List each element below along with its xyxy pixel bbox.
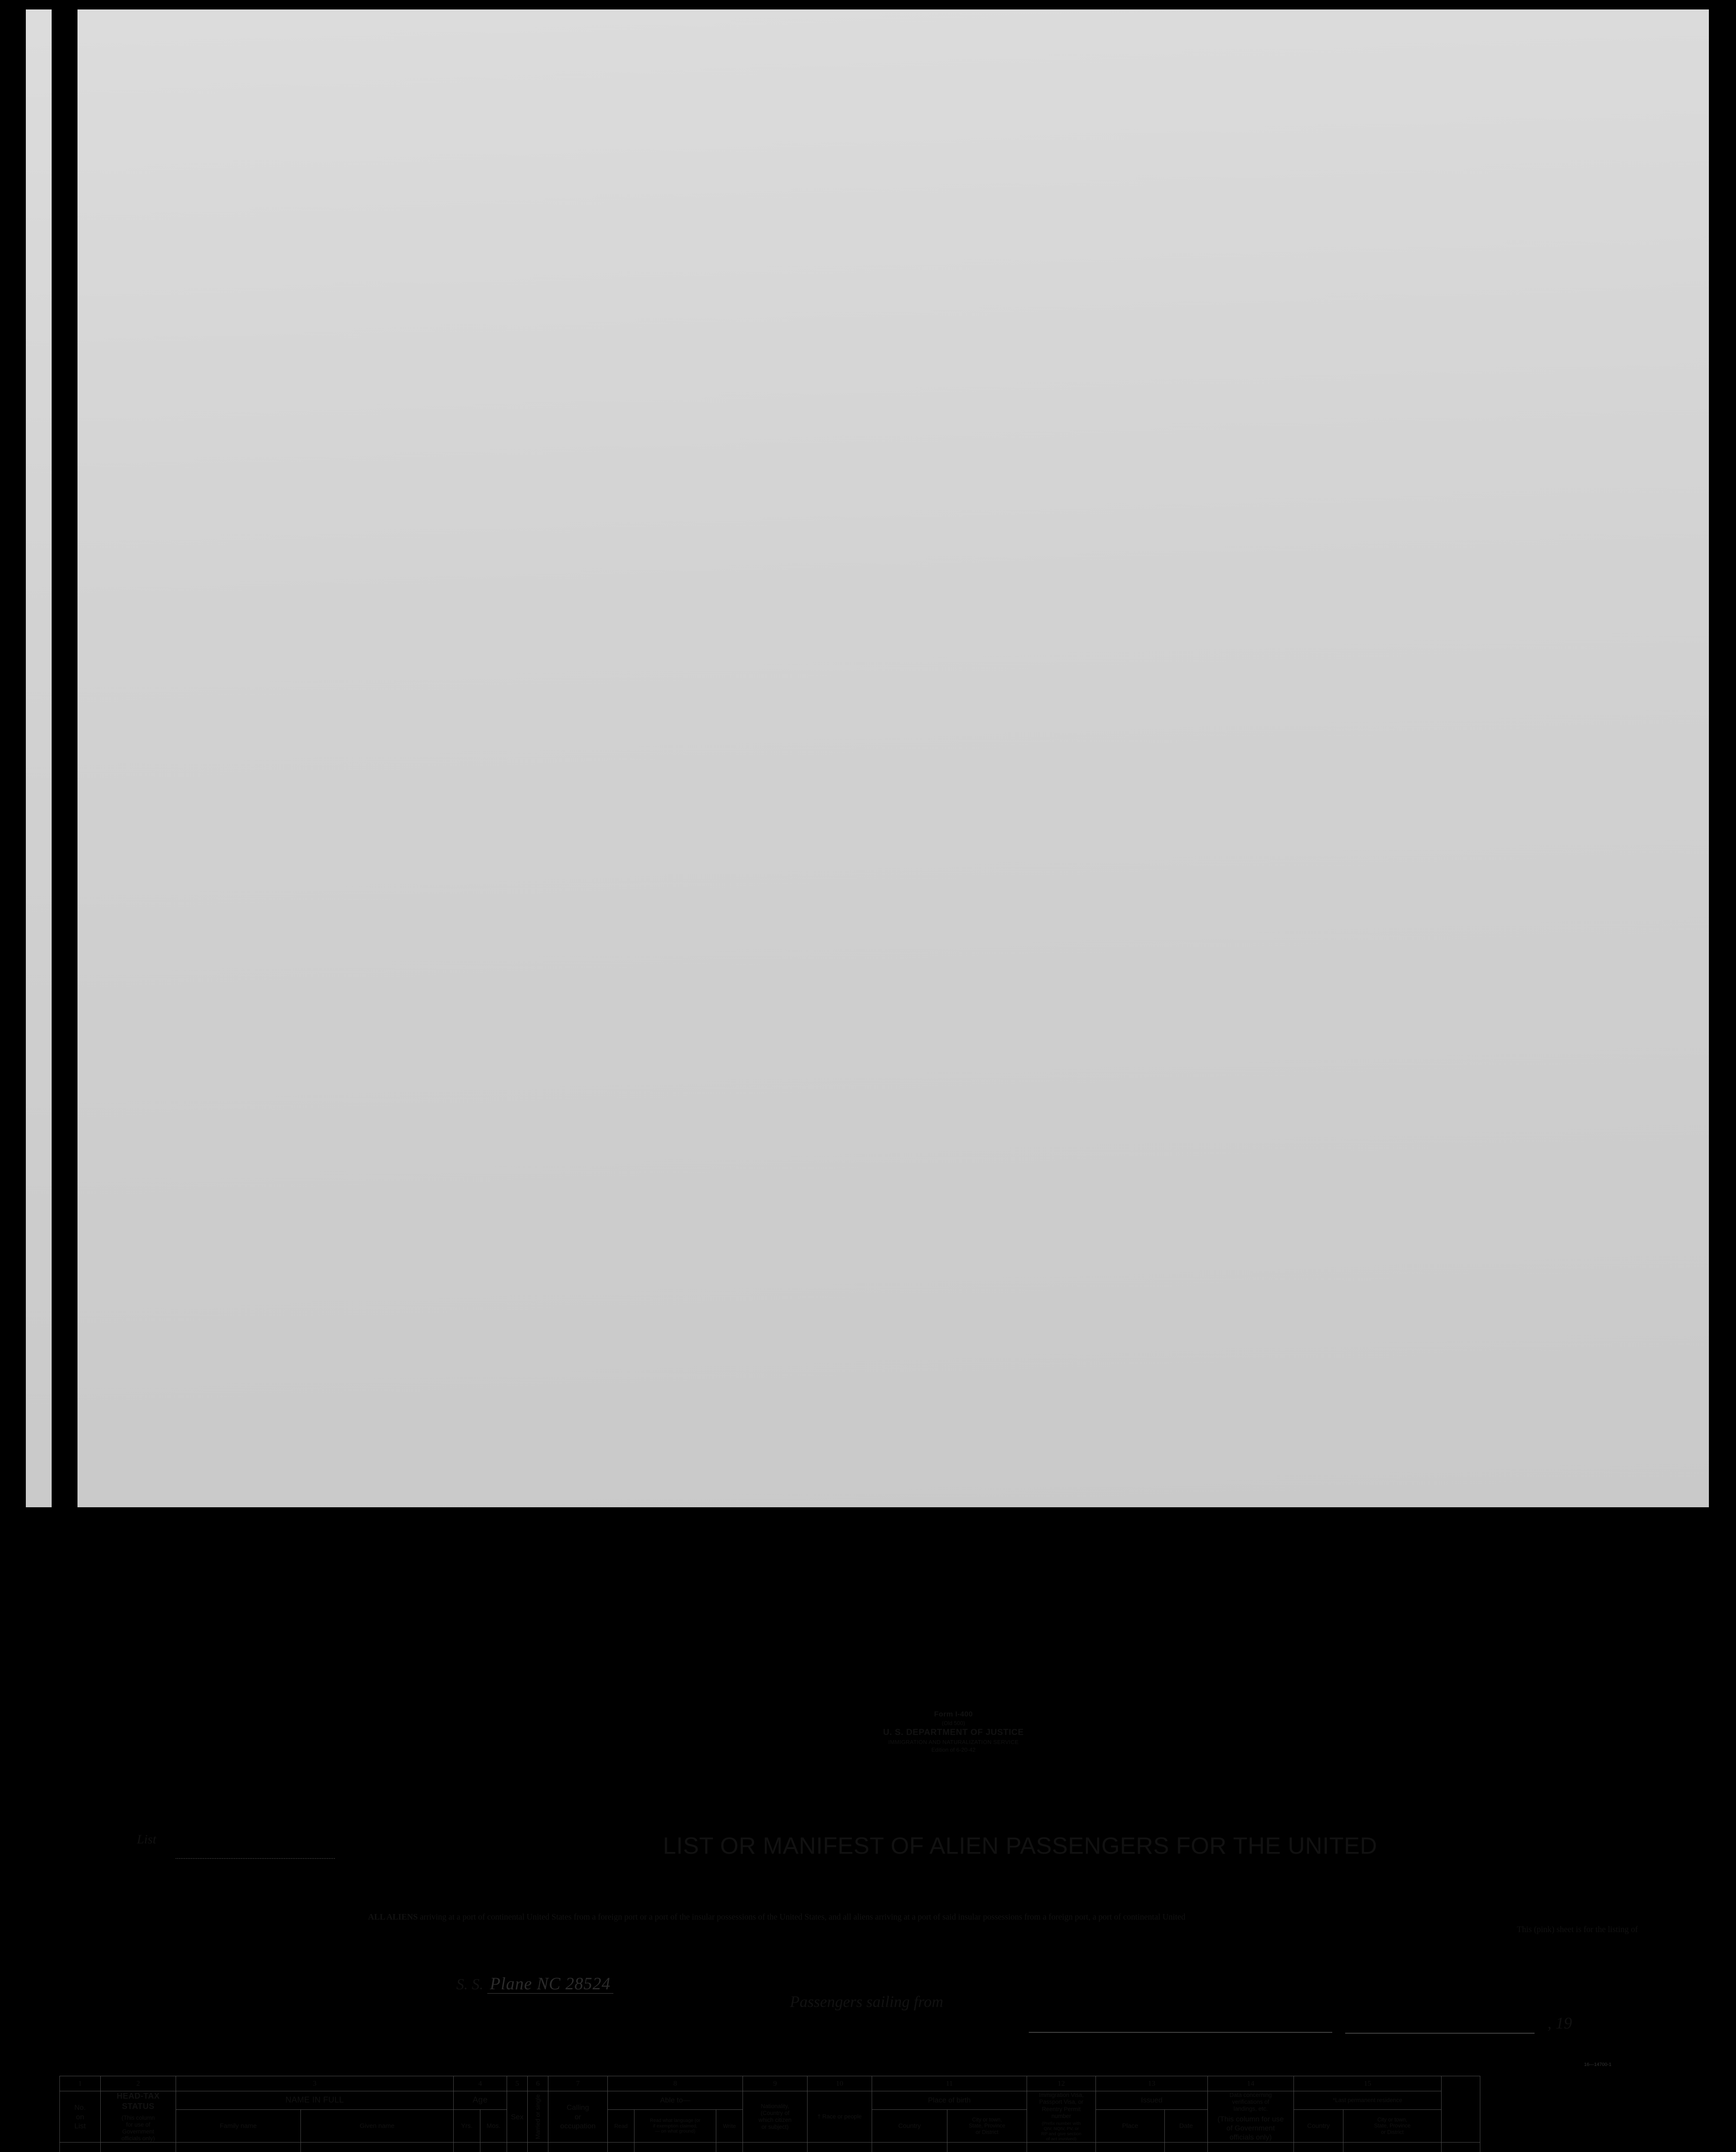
header-verifications: Data concerning verifications of landings, etc. (This column for use of Government officials only) [1208, 2091, 1294, 2143]
header-age-mos: Mos. [480, 2109, 507, 2142]
colnum-14: 14 [1208, 2076, 1294, 2091]
header-able-to: Able to— [608, 2091, 743, 2110]
spacer-cell [60, 2143, 101, 2152]
colnum-5: 5 [507, 2076, 528, 2091]
ship-label [456, 1973, 1736, 1994]
colnum-15: 15 [1294, 2076, 1442, 2091]
header-no-on-list: No. on List [60, 2091, 101, 2143]
list-label: List [137, 1832, 157, 1846]
sailing-from-label: Passengers sailing from [790, 1993, 944, 2011]
colnum-7: 7 [548, 2076, 608, 2091]
spacer-cell [808, 2143, 872, 2152]
colnum-2: 2 [101, 2076, 176, 2091]
colnum-9: 9 [743, 2076, 808, 2091]
spacer-cell [528, 2143, 548, 2152]
header-write: Write [716, 2109, 743, 2142]
spacer-cell [548, 2143, 608, 2152]
spacer-cell [101, 2143, 176, 2152]
header-last-permanent-residence: *Last permanent residence [1294, 2091, 1442, 2110]
header-visa-number: Immigration Visa, Passport Visa, or Reentry Permit number (Prefix number with QIV, NQIV, PV, or RP and give section of act involved) [1027, 2091, 1096, 2143]
header-lpr-city: City or town, State, Province or District [1343, 2109, 1442, 2142]
header-head-tax-status: HEAD-TAX STATUS (This column for use of Government officials only) [101, 2091, 176, 2143]
header-age: Age [454, 2091, 507, 2110]
top-right-print-code: 16—14700-1 [1584, 2062, 1612, 2068]
header-read-what-language: Read what language (or if exemption claimed, — on what ground) [634, 2109, 716, 2142]
colnum-1: 1 [60, 2076, 101, 2091]
spacer-cell [1343, 2143, 1442, 2152]
spacer-cell [1027, 2143, 1096, 2152]
colnum-13: 13 [1096, 2076, 1208, 2091]
spacer-cell [1294, 2143, 1343, 2152]
sailing-from-line[interactable] [1029, 2032, 1332, 2033]
spacer-cell [872, 2143, 947, 2152]
colnum-4: 4 [454, 2076, 507, 2091]
form-edition: Edition of 6-20-42 [931, 1747, 976, 1753]
sailing-date-line[interactable] [1345, 2033, 1535, 2034]
department-name: U. S. DEPARTMENT OF JUSTICE [883, 1728, 1024, 1738]
header-given-name: Given name [301, 2109, 454, 2142]
header-nationality: Nationality, (Country of which citizen or subject) [743, 2091, 808, 2143]
header-name-in-full: NAME IN FULL [176, 2091, 454, 2110]
form-old-number: (Old 500) [941, 1719, 965, 1726]
spacer-cell [947, 2143, 1027, 2152]
spacer-cell [1096, 2143, 1165, 2152]
spacer-cell [716, 2143, 743, 2152]
colnum-8: 8 [608, 2076, 743, 2091]
spacer-cell [608, 2143, 634, 2152]
subtitle-lead: ALL ALIENS [368, 1912, 418, 1922]
header-race-or-people: † Race or people [808, 2091, 872, 2143]
ss-prefix: S. S. [456, 1976, 483, 1993]
manifest-sheet [26, 9, 1709, 2142]
colnum-10: 10 [808, 2076, 872, 2091]
header-calling-or-occupation: Calling or occupation [548, 2091, 608, 2143]
spacer-cell [634, 2143, 716, 2152]
spacer-cell [480, 2143, 507, 2152]
header-lpr-country: Country [1294, 2109, 1343, 2142]
colnum-6: 6 [528, 2076, 548, 2091]
spacer-cell [176, 2143, 301, 2152]
header-issued-date: Date [1165, 2109, 1208, 2142]
header-spacer-row [60, 2143, 1480, 2152]
header-married-or-single: Married or single [528, 2091, 548, 2143]
header-pob-country: Country [872, 2109, 947, 2142]
colnum-11: 11 [872, 2076, 1027, 2091]
list-entry-line[interactable] [176, 1858, 335, 1859]
form-number: Form I-400 [934, 1710, 973, 1718]
passenger-manifest-table [59, 2076, 1480, 2152]
right-margin-column [1442, 2076, 1480, 2143]
header-place-of-birth: Place of birth [872, 2091, 1027, 2110]
spacer-cell [1442, 2143, 1480, 2152]
header-pob-city: City or town, State, Province or District [947, 2109, 1027, 2142]
subtitle-line-2: This (pink) sheet is for the listing of [1516, 1925, 1638, 1934]
header-sex: Sex [507, 2091, 528, 2143]
form-meta-block [112, 1710, 1736, 1754]
header-read: Read [608, 2109, 634, 2142]
spacer-cell [1165, 2143, 1208, 2152]
service-name: IMMIGRATION AND NATURALIZATION SERVICE [888, 1739, 1019, 1746]
colnum-12: 12 [1027, 2076, 1096, 2091]
column-number-row [60, 2076, 1480, 2091]
spacer-cell [743, 2143, 808, 2152]
page-title: LIST OR MANIFEST OF ALIEN PASSENGERS FOR THE UNITED [663, 1832, 1377, 1859]
colnum-3: 3 [176, 2076, 454, 2091]
subtitle-paragraph [368, 1911, 1638, 1936]
header-main-row [60, 2091, 1480, 2110]
spacer-cell [454, 2143, 480, 2152]
header-issued: Issued [1096, 2091, 1208, 2110]
header-issued-place: Place [1096, 2109, 1165, 2142]
year-prefix: , 19 [1547, 2014, 1572, 2033]
spacer-cell [1208, 2143, 1294, 2152]
ship-name-value[interactable]: Plane NC 28524 [487, 1974, 613, 1994]
spacer-cell [301, 2143, 454, 2152]
header-family-name: Family name [176, 2109, 301, 2142]
spacer-cell [507, 2143, 528, 2152]
sheet-right-edge [52, 9, 77, 1507]
subtitle-line-1: arriving at a port of continental United States from a foreign port or a port of the insular possessions of the United States, and all aliens arriving at a port of said insular possessions from a foreign port, a port of continental United [420, 1912, 1185, 1922]
header-age-yrs: Yrs. [454, 2109, 480, 2142]
